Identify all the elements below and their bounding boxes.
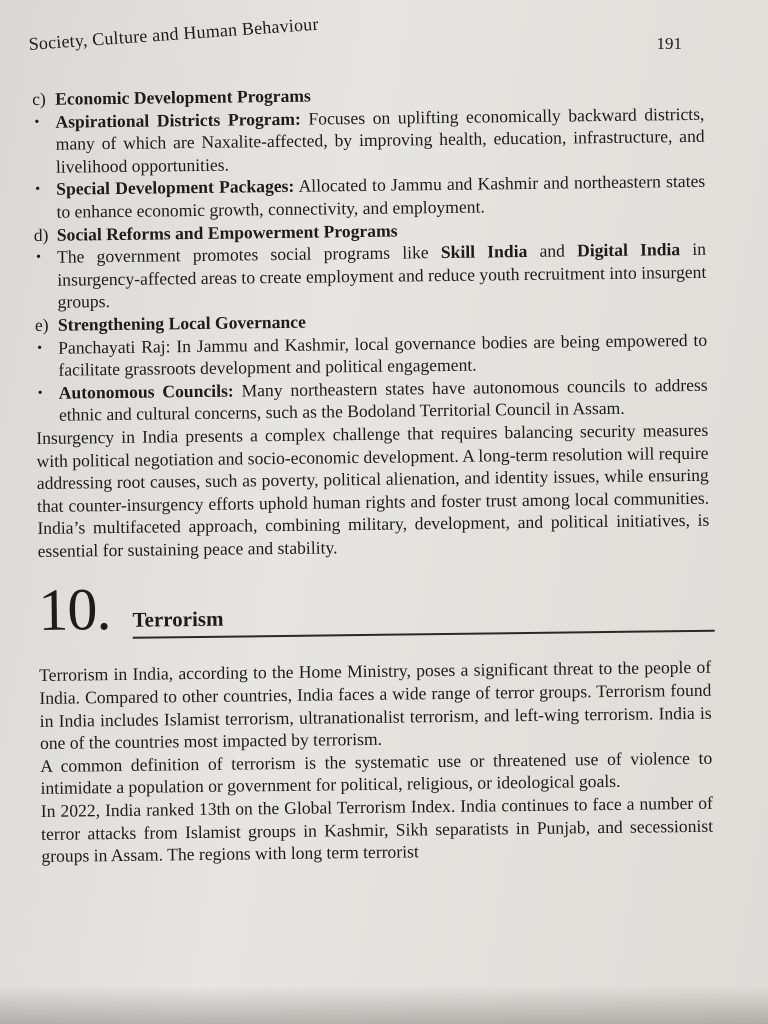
bullet-text: in insurgency-affected areas to create employment and reduce youth recruitment into insurgent groups. [57,238,707,313]
section-letter: e) [34,314,49,335]
conclusion-paragraph: Insurgency in India presents a complex challenge that requires balancing security measures with political negotiation and socio-economic development. A long-term resolution will require addressing root causes, such as poverty, political alienation, and identity issues, while ensuring that counter-insurgency efforts uphold human rights and foster trust among local communities. India’s multifaceted approach, combining military, development, and political initiatives, is essential for sustaining peace and stability. [36,419,710,561]
bullet-item [35,328,708,381]
page-shadow [0,986,768,1024]
bullet-text: The government promotes social programs like [56,242,441,267]
bullet-term: Aspirational Districts Program: [55,108,301,132]
bullet-term: Special Development Packages: [56,176,295,200]
page-number: 191 [656,34,682,53]
section-letter: d) [33,224,49,245]
bullet-text: Panchayati Raj: In Jammu and Kashmir, local governance bodies are being empowered to facilitate grassroots development and political engagement. [58,329,708,380]
section-title: Economic Development Programs [55,85,311,109]
chapter-paragraph: In 2022, India ranked 13th on the Global Terrorism Index. India continues to face a number of terror attacks from Islamist groups in Kashmir, Sikh separatists in Punjab, and secessionist groups in Assam. The regions with long term terrorist [40,792,714,867]
section-letter: c) [32,88,46,109]
bullet-term: Skill India [440,241,528,263]
section-title: Strengthening Local Governance [57,311,306,335]
bullet-item [36,373,709,426]
bullet-item [34,238,707,314]
bullet-text: Many northeastern states have autonomous councils to address ethnic and cultural concerns, such as the Bodoland Territorial Council in Assam. [58,374,708,426]
chapter-paragraph: A common definition of terrorism is the systematic use or threatened use of violence to intimidate a population or government for political, religious, or ideological goals. [40,747,713,799]
bullet-text: and [527,240,578,262]
chapter-rule [133,630,715,639]
chapter-heading [38,572,711,644]
bullet-text: Allocated to Jammu and Kashmir and northeastern states to enhance economic growth, connectivity, and employment. [56,171,706,222]
bullet-text: Focuses on uplifting economically backward districts, many of which are Naxalite-affected, by improving health, education, infrastructure, and livelihood opportunities. [55,103,705,177]
bullet-item [33,170,706,223]
chapter-number: 10. [37,576,111,644]
page-body [32,80,713,868]
chapter-paragraph: Terrorism in India, according to the Home Ministry, poses a significant threat to the people of India. Compared to other countries, India faces a wide range of terror groups. Terrorism found in India includes Islamist terrorism, ultranationalist terrorism, and left-wing terrorism. India is one of the countries most impacted by terrorism. [39,657,712,754]
bullet-item [32,102,705,178]
chapter-title: Terrorism [132,607,224,633]
bullet-term: Digital India [576,239,681,261]
bullet-term: Autonomous Councils: [58,380,234,403]
section-title: Social Reforms and Empowerment Programs [56,220,398,245]
running-head: Society, Culture and Human Behaviour [28,13,320,54]
